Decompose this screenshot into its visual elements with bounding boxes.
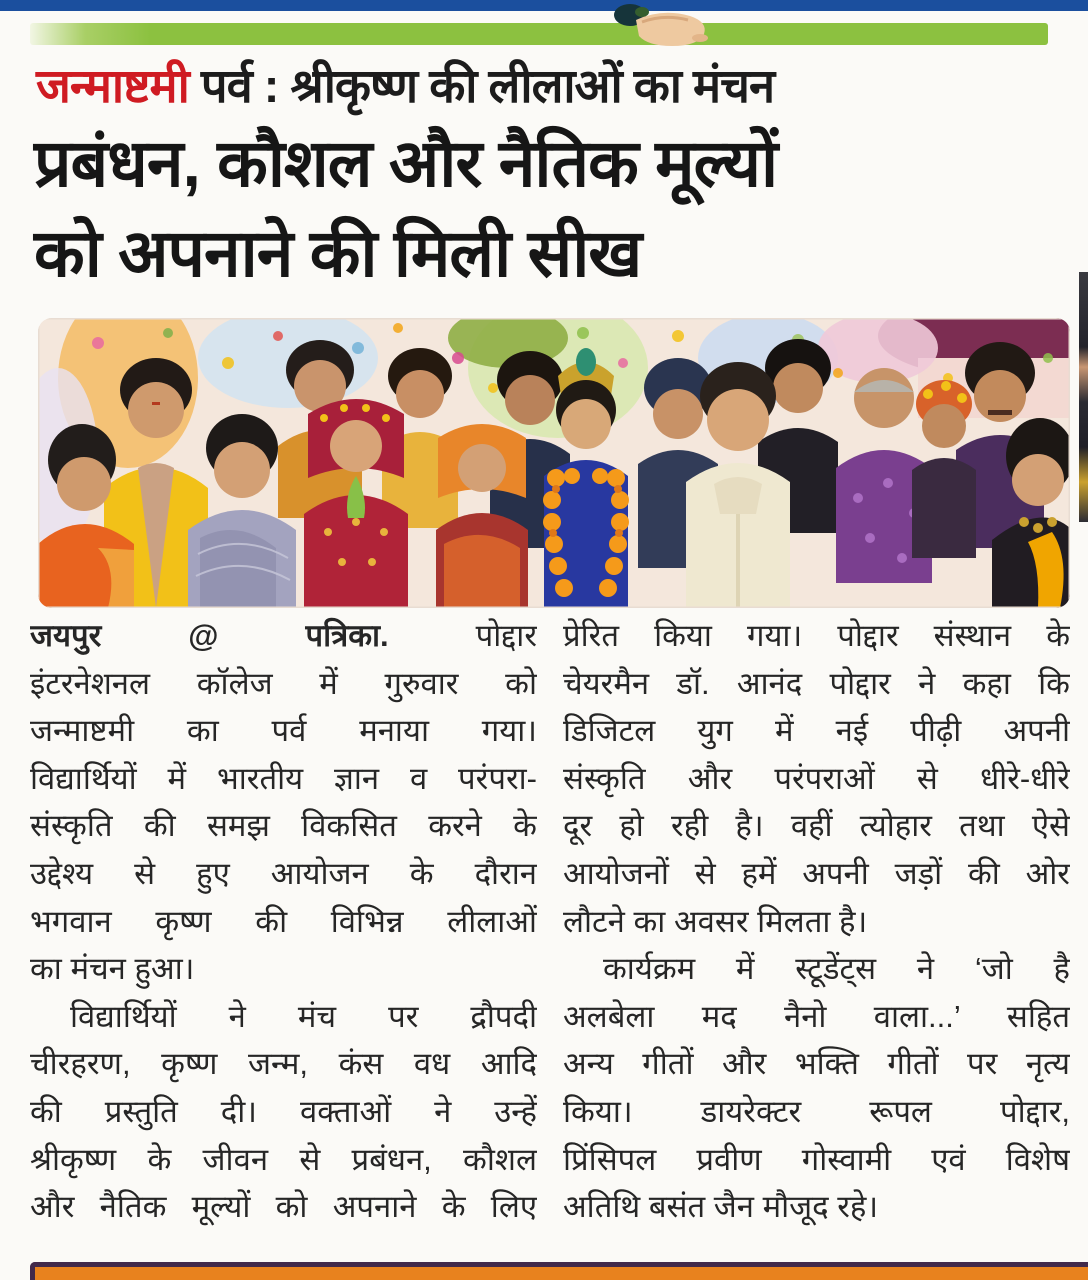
- body-line: और नैतिक मूल्यों को अपनाने के लिए: [30, 1189, 537, 1225]
- person-floral-headwrap: [912, 380, 976, 558]
- adjacent-photo-fragment: [1079, 272, 1088, 522]
- body-line: चेयरमैन डॉ. आनंद पोद्दार ने कहा कि: [563, 665, 1070, 701]
- body-line: की प्रस्तुति दी। वक्ताओं ने उन्हें: [30, 1093, 537, 1129]
- person-cream-kurta: [686, 362, 790, 608]
- body-line: कार्यक्रम में स्टूडेंट्स ने ‘जो है: [603, 951, 1070, 987]
- article-column-left: [30, 612, 537, 1231]
- body-line: श्रीकृष्ण के जीवन से प्रबंधन, कौशल: [30, 1141, 537, 1177]
- body-line: डिजिटल युग में नई पीढ़ी अपनी: [563, 713, 1070, 749]
- body-line: चीरहरण, कृष्ण जन्म, कंस वध आदि: [30, 1046, 537, 1082]
- headline-line-2: को अपनाने की मिली सीख: [34, 216, 642, 290]
- group-photo-illustration: [38, 318, 1070, 608]
- news-photo: [38, 318, 1070, 608]
- body-line: अतिथि बसंत जैन मौजूद रहे।: [563, 1189, 879, 1225]
- body-line: संस्कृति और परंपराओं से धीरे-धीरे: [563, 760, 1070, 796]
- article-column-right: [563, 612, 1070, 1231]
- bottom-orange-bar: [30, 1262, 1088, 1280]
- body-line: प्रिंसिपल प्रवीण गोस्वामी एवं विशेष: [563, 1141, 1070, 1177]
- green-accent-bar: [30, 23, 1048, 45]
- main-headline: [34, 118, 1064, 298]
- kicker-headline: [36, 52, 1046, 116]
- body-line: किया। डायरेक्टर रूपल पोद्दार,: [563, 1093, 1070, 1129]
- headline-line-1: प्रबंधन, कौशल और नैतिक मूल्यों: [34, 126, 778, 200]
- top-blue-bar: [0, 0, 1088, 11]
- body-line: का मंचन हुआ।: [30, 951, 195, 987]
- body-line: दूर हो रही है। वहीं त्योहार तथा ऐसे: [563, 808, 1070, 844]
- article-body: [30, 612, 1070, 1231]
- body-line: संस्कृति की समझ विकसित करने के: [30, 808, 537, 844]
- kicker-rest: पर्व : श्रीकृष्ण की लीलाओं का मंचन: [188, 59, 775, 112]
- body-line: उद्देश्य से हुए आयोजन के दौरान: [30, 855, 537, 891]
- body-line: जन्माष्टमी का पर्व मनाया गया।: [30, 713, 537, 749]
- body-line: अन्य गीतों और भक्ति गीतों पर नृत्य: [563, 1046, 1070, 1082]
- body-line: लौटने का अवसर मिलता है।: [563, 903, 868, 939]
- body-line: अलबेला मद नैनो वाला...’ सहित: [563, 998, 1070, 1034]
- body-line: विद्यार्थियों ने मंच पर द्रौपदी: [70, 998, 537, 1034]
- kicker-highlight: जन्माष्टमी: [36, 59, 189, 112]
- body-line: इंटरनेशनल कॉलेज में गुरुवार को: [30, 665, 537, 701]
- hand-illustration-fragment: [612, 2, 716, 52]
- body-line: आयोजनों से हमें अपनी जड़ों की ओर: [563, 855, 1070, 891]
- body-line: भगवान कृष्ण की विभिन्न लीलाओं: [30, 903, 537, 939]
- body-line: विद्यार्थियों में भारतीय ज्ञान व परंपरा-: [30, 760, 537, 796]
- body-line: जयपुर @ पत्रिका. पोद्दार: [30, 618, 537, 653]
- body-line: प्रेरित किया गया। पोद्दार संस्थान के: [563, 618, 1070, 653]
